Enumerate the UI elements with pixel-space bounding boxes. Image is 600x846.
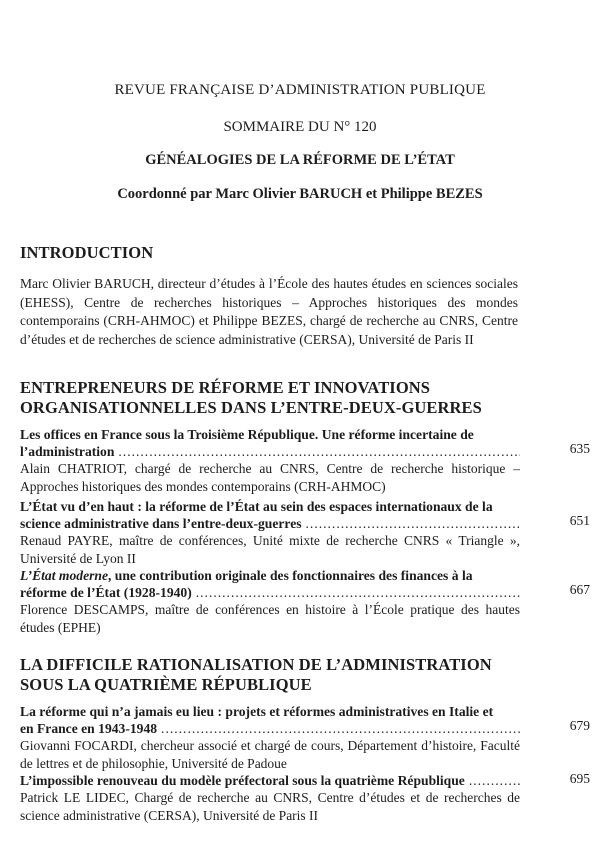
dot-leader xyxy=(306,515,520,532)
entry-title-line2: réforme de l’État (1928-1940) xyxy=(20,585,192,600)
entry-title-italic: L’État moderne xyxy=(20,568,108,583)
entry-title xyxy=(20,498,520,532)
entry-title-line1 xyxy=(20,567,520,584)
toc-entry xyxy=(20,703,590,772)
issue-title: SOMMAIRE DU N° 120 xyxy=(223,119,377,135)
entry-author: Alain CHATRIOT, chargé de recherche au CNRS, Centre de recherche historique – Approches historiques des mondes contemporains (CRH-AHMOC) xyxy=(20,461,520,494)
toc-entry xyxy=(20,771,590,824)
dot-leader xyxy=(196,584,520,601)
entry-page-number: 651 xyxy=(569,513,590,528)
entry-page-number: 635 xyxy=(569,441,590,456)
entry-title xyxy=(20,426,520,460)
section2-heading-line1: LA DIFFICILE RATIONALISATION DE L’ADMINISTRATION xyxy=(20,655,492,674)
coordination-line: Coordonné par Marc Olivier BARUCH et Philippe BEZES xyxy=(117,186,483,202)
entry-page-number: 667 xyxy=(569,582,590,597)
entry-title-line1: La réforme qui n’a jamais eu lieu : projets et réformes administratives en Italie et xyxy=(20,704,494,719)
entry-page-number: 679 xyxy=(569,718,590,733)
entry-author: Giovanni FOCARDI, chercheur associé et chargé de cours, Département d’histoire, Faculté de lettres et de philosophie, Université de Padoue xyxy=(20,738,520,771)
entry-title-line2: l’administration xyxy=(20,444,115,459)
entry-title-line1: L’État vu d’en haut : la réforme de l’État au sein des espaces internationaux de la xyxy=(20,499,493,514)
entry-page-number: 695 xyxy=(569,771,590,786)
toc-entry xyxy=(20,498,590,567)
section2-heading xyxy=(20,655,580,695)
entry-title xyxy=(20,567,520,601)
entry-title-line2: en France en 1943-1948 xyxy=(20,721,158,736)
theme-title: GÉNÉALOGIES DE LA RÉFORME DE L’ÉTAT xyxy=(145,152,455,168)
entry-title-line2: science administrative dans l’entre-deux-guerres xyxy=(20,516,302,531)
entry-author: Florence DESCAMPS, maître de conférences en histoire à l’École pratique des hautes études (EPHE) xyxy=(20,602,520,635)
journal-title: REVUE FRANÇAISE D’ADMINISTRATION PUBLIQUE xyxy=(114,82,486,98)
entry-title-line1-rest: , une contribution originale des fonctionnaires des finances à la xyxy=(107,568,473,583)
toc-entry xyxy=(20,426,590,495)
dot-leader xyxy=(469,772,520,789)
dot-leader xyxy=(161,720,520,737)
entry-author: Patrick LE LIDEC, Chargé de recherche au CNRS, Centre d’études et de recherches de science administrative (CERSA), Université de Paris II xyxy=(20,790,520,823)
section1-heading-line1: ENTREPRENEURS DE RÉFORME ET INNOVATIONS xyxy=(20,378,431,397)
entry-title xyxy=(20,703,520,737)
section1-heading-line2: ORGANISATIONNELLES DANS L’ENTRE-DEUX-GUERRES xyxy=(20,398,482,417)
entry-title-line1: Les offices en France sous la Troisième République. Une réforme incertaine de xyxy=(20,427,474,442)
entry-title xyxy=(20,772,520,789)
introduction-body: Marc Olivier BARUCH, directeur d’études à l’École des hautes études en sciences sociales (EHESS), Centre de recherches historiques – Approches historiques des mondes contemporains (CRH-AHMOC) et Philippe BEZES, chargé de recherche au CNRS, Centre d’études et de recherches de science administrative (CERSA), Université de Paris II xyxy=(20,276,518,347)
introduction-heading: INTRODUCTION xyxy=(20,243,154,262)
toc-entry xyxy=(20,567,590,636)
entry-title-line1: L’impossible renouveau du modèle préfectoral sous la quatrième République xyxy=(20,773,465,788)
entry-author: Renaud PAYRE, maître de conférences, Unité mixte de recherche CNRS « Triangle », Université de Lyon II xyxy=(20,533,520,566)
section1-heading xyxy=(20,378,580,418)
section2-heading-line2: SOUS LA QUATRIÈME RÉPUBLIQUE xyxy=(20,675,312,694)
dot-leader xyxy=(118,443,520,460)
